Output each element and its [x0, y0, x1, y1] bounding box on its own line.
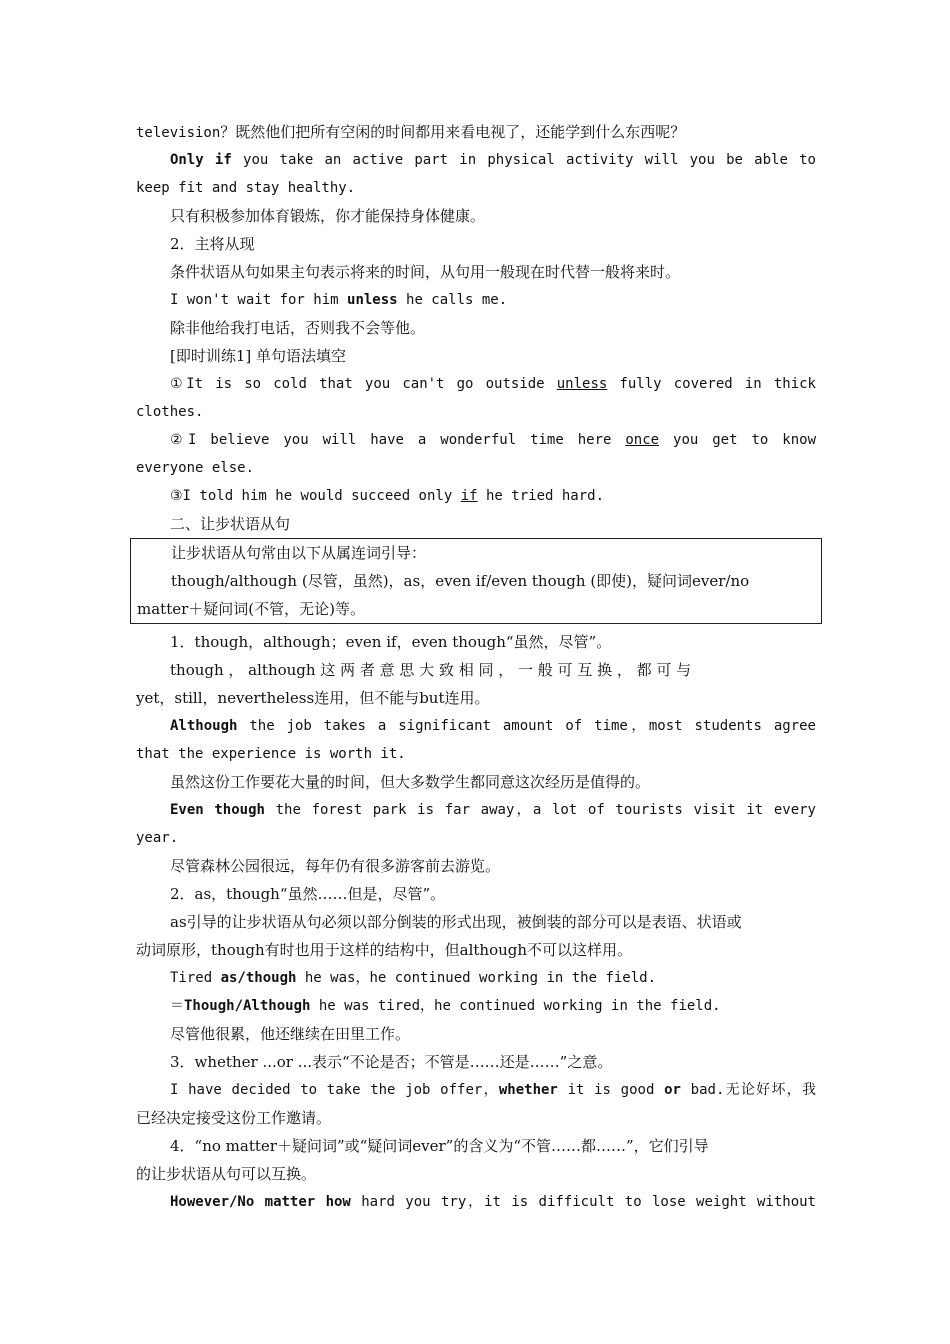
rule-text-cont: 动词原形，though有时也用于这样的结构中，但although不可以这样用。 — [136, 941, 633, 959]
translation: 除非他给我打电话，否则我不会等他。 — [170, 319, 426, 337]
example-sentence-cont: that the experience is worth it. — [136, 746, 406, 762]
box-line: though/although (尽管，虽然)，as，even if/even though (即使)，疑问词ever/no — [171, 572, 750, 590]
example-sentence: Tired as/though he was，he continued working in the field. — [170, 970, 657, 986]
rule-text-cont: 的让步状语从句可以互换。 — [136, 1165, 317, 1183]
rule-text: 条件状语从句如果主句表示将来的时间，从句用一般现在时代替一般将来时。 — [170, 263, 681, 281]
document-page — [136, 118, 816, 1216]
exercise-item: ③I told him he would succeed only if he tried hard. — [170, 488, 604, 504]
exercise-item-cont: everyone else. — [136, 460, 255, 476]
translation: 尽管森林公园很远，每年仍有很多游客前去游览。 — [170, 857, 501, 875]
example-sentence: Even though the forest park is far away，a lot of tourists visit it every — [170, 802, 816, 818]
summary-box — [130, 538, 822, 624]
exercise-heading: [即时训练1] 单句语法填空 — [170, 347, 347, 365]
answer-blank: unless — [556, 376, 608, 392]
section-heading: 2．主将从现 — [170, 235, 255, 253]
example-sentence: ＝Though/Although he was tired，he continued working in the field. — [170, 998, 721, 1014]
exercise-item: ①It is so cold that you can't go outside unless fully covered in thick — [170, 376, 816, 392]
exercise-item: ②I believe you will have a wonderful time here once you get to know — [170, 432, 816, 448]
paragraph-line: television？既然他们把所有空闲的时间都用来看电视了，还能学到什么东西呢？ — [136, 123, 686, 141]
translation: 尽管他很累，他还继续在田里工作。 — [170, 1025, 411, 1043]
example-sentence: Only if you take an active part in physical activity will you be able to — [170, 152, 816, 168]
box-line: matter＋疑问词(不管，无论)等。 — [137, 600, 365, 618]
rule-text: though ， although 这 两 者 意 思 大 致 相 同 ， 一 般 可 互 换 ， 都 可 与 — [170, 661, 692, 679]
section-heading: 2．as，though“虽然……但是，尽管”。 — [170, 885, 446, 903]
section-heading: 二、让步状语从句 — [170, 515, 291, 533]
section-heading: 3．whether ...or ...表示“不论是否；不管是……还是……”之意。 — [170, 1053, 613, 1071]
translation: 虽然这份工作要花大量的时间，但大多数学生都同意这次经历是值得的。 — [170, 773, 651, 791]
section-heading: 1．though，although；even if，even though“虽然，尽管”。 — [170, 633, 612, 651]
example-sentence: I have decided to take the job offer，whether it is good or bad.无论好坏，我 — [170, 1082, 816, 1098]
example-sentence-cont: keep fit and stay healthy. — [136, 180, 356, 196]
exercise-item-cont: clothes. — [136, 404, 204, 420]
example-sentence-cont: year. — [136, 830, 179, 846]
translation: 只有积极参加体育锻炼，你才能保持身体健康。 — [170, 207, 486, 225]
example-sentence: I won't wait for him unless he calls me. — [170, 292, 508, 308]
rule-text-cont: yet，still，nevertheless连用，但不能与but连用。 — [136, 689, 490, 707]
section-heading: 4．“no matter＋疑问词”或“疑问词ever”的含义为“不管……都……”，它们引导 — [170, 1137, 709, 1155]
answer-blank: once — [625, 432, 660, 448]
box-line: 让步状语从句常由以下从属连词引导： — [171, 544, 427, 562]
example-sentence: Although the job takes a significant amount of time，most students agree — [170, 718, 816, 734]
rule-text: as引导的让步状语从句必须以部分倒装的形式出现，被倒装的部分可以是表语、状语或 — [170, 913, 742, 931]
translation: 已经决定接受这份工作邀请。 — [136, 1109, 332, 1127]
example-sentence: However/No matter how hard you try，it is difficult to lose weight without — [170, 1194, 816, 1210]
answer-blank: if — [460, 488, 478, 504]
